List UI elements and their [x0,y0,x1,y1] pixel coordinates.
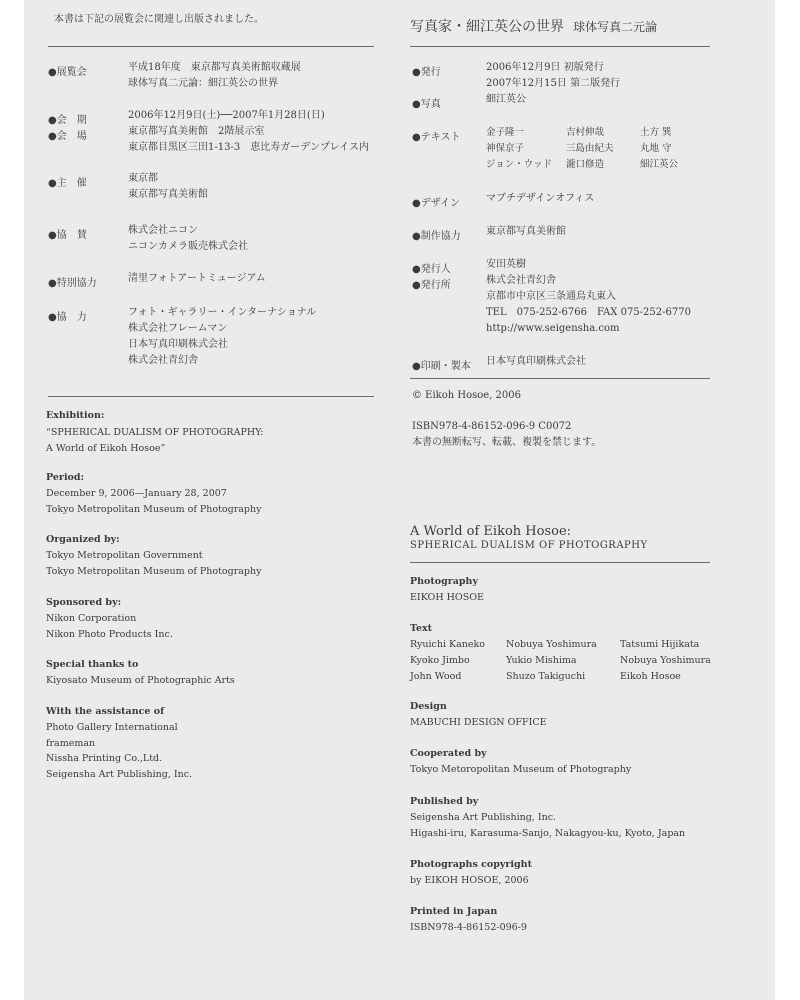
value-publication: 2006年12月9日 初版発行 2007年12月15日 第二版発行 [486,62,621,89]
label-design: ●デザイン [412,198,461,209]
book-title-sub: 球体写真二元論 [573,20,658,34]
en-copyright-heading: Photographs copyright [410,859,532,870]
en-published-value: Seigensha Art Publishing, Inc. Higashi-iru, Karasuma-Sanjo, Nakagyou-ku, Kyoto, Japan [410,812,686,839]
value-organizer: 東京都 東京都写真美術館 [128,173,208,200]
value-sponsor: 株式会社ニコン ニコンカメラ販売株式会社 [128,225,248,252]
value-photo: 細江英公 [486,94,526,105]
value-exhibition: 平成18年度 東京都写真美術館収蔵展 球体写真二元論：細江英公の世界 [128,62,301,89]
en-coop-value: Tokyo Metoropolitan Museum of Photography [410,764,632,775]
value-coop: 東京都写真美術館 [486,226,566,237]
value-special-thanks: 清里フォトアートミュージアム [128,273,266,284]
en-copyright-value: by EIKOH HOSOE, 2006 [410,875,529,886]
en-printed-value: ISBN978-4-86152-096-9 [410,922,527,933]
reproduction-notice: 本書の無断転写、転載、複製を禁じます。 [412,437,602,448]
en-published-heading: Published by [410,796,479,807]
en-photography-heading: Photography [410,576,478,587]
label-period: ●会 期 [48,115,87,126]
en-sponsored-heading: Sponsored by: [46,597,122,608]
en-photography-value: EIKOH HOSOE [410,592,484,603]
value-venue: 東京都写真美術館 2階展示室 東京都目黒区三田1-13-3 恵比寿ガーデンプレイス内 [128,126,370,153]
left-top-rule [48,46,374,47]
book-title-main: 写真家・細江英公の世界 [410,19,564,35]
label-printing: ●印刷・製本 [412,361,471,372]
colophon-page: 本書は下記の展覧会に関連し出版されました。 ●展覧会 平成18年度 東京都写真美術館収蔵展 球体写真二元論：細江英公の世界 ●会 期 2006年12月9日(土)──2007年1月28日(日) ●会 場 東京都写真美術館 2階展示室 東京都目黒区三田1-13-3 恵比寿ガーデンプレイス内 ●主 催 東京都 東京都写真美術館 ●協 賛 株式会社ニコン ニコンカメラ販売株式会社 ●特別協力 清里フォトアートミュージアム ●協 力 フォト・ギャラリー・インターナショナル 株式会社フレームマン 日本写真印刷株式会社 株式会社青幻舎 Exhibition: “SPHERICAL DUALISM OF PHOTOGRAPHY: A World of Eikoh Hosoe” Period: December 9, 2006—January 28, 2007 Tokyo Metropolitan Museum of Photography Organized by: Tokyo Metropolitan Government Tokyo Metropolitan Museum of Photography Sponsored by: Nikon Corporation Nikon Photo Products Inc. Special thanks to Kiyosato Museum of Photographic Arts With the assistance of Photo Gallery International frameman Nissha Printing Co.,Ltd. Seigensha Art Publishing, Inc. 写真家・細江英公の世界 球体写真二元論 ●発行 2006年12月9日 初版発行 2007年12月15日 第二版発行 ●写真 細江英公 ●テキスト 金子隆一 吉村伸哉 土方 巽 神保京子 三島由紀夫 丸地 守 ジョン・ウッド 瀧口修造 細江英公 ●デザイン マブチデザインオフィス ●制作協力 東京都写真美術館 ●発行人 安田英樹 ●発行所 株式会社青幻舎 京都市中京区三条通烏丸東入 TEL 075-252-6766 FAX 075-252-6770 http://www.seigensha.com ●印刷・製本 日本写真印刷株式会社 © Eikoh Hosoe, 2006 ISBN978-4-86152-096-9 C0072 本書の無断転写、転載、複製を禁じます。 A World of Eikoh Hosoe: SPHERICAL DUALISM OF PHOTOGRAPHY Photography EIKOH HOSOE Text Ryuichi Kaneko Nobuya Yoshimura Tatsumi Hijikata Kyoko Jimbo Yukio Mishima Nobuya Yoshimura John Wood Shuzo Takiguchi Eikoh Hosoe Design MABUCHI DESIGN OFFICE Cooperated by Tokyo Metoropolitan Museum of Photography Published by Seigensha Art Publishing, Inc. Higashi-iru, Karasuma-Sanjo, Nakagyou-ku, Kyoto, Japan Photographs copyright by EIKOH HOSOE, 2006 Printed in Japan ISBN978-4-86152-096-9 [24,0,775,1000]
label-venue: ●会 場 [48,131,87,142]
book-subtitle-en: SPHERICAL DUALISM OF PHOTOGRAPHY [410,540,648,551]
left-header: 本書は下記の展覧会に関連し出版されました。 [54,14,264,25]
left-mid-rule [48,396,374,397]
label-publishing-house: ●発行所 [412,280,451,291]
book-title-en: A World of Eikoh Hosoe: [410,524,572,539]
en-text-heading: Text [410,623,433,634]
label-sponsor: ●協 賛 [48,230,87,241]
label-organizer: ●主 催 [48,178,87,189]
right-top-rule [410,46,710,47]
en-exhibition-heading: Exhibition: [46,410,105,421]
value-printing: 日本写真印刷株式会社 [486,356,586,367]
label-text: ●テキスト [412,132,461,143]
label-exhibition: ●展覧会 [48,67,87,78]
en-design-heading: Design [410,701,447,712]
value-cooperation: フォト・ギャラリー・インターナショナル 株式会社フレームマン 日本写真印刷株式会社 株式会社青幻舎 [128,307,317,366]
right-en-rule [410,562,710,563]
en-assistance-value: Photo Gallery International frameman Nissha Printing Co.,Ltd. Seigensha Art Publishing, Inc. [46,722,193,780]
right-mid-rule [410,378,710,379]
label-coop: ●制作協力 [412,231,461,242]
en-thanks-heading: Special thanks to [46,659,139,670]
value-publisher: 安田英樹 [486,259,526,270]
en-organized-value: Tokyo Metropolitan Government Tokyo Metropolitan Museum of Photography [46,550,262,577]
copyright-jp: © Eikoh Hosoe, 2006 [412,390,521,401]
en-period-heading: Period: [46,472,85,483]
en-coop-heading: Cooperated by [410,748,487,759]
label-cooperation: ●協 力 [48,312,87,323]
label-special-thanks: ●特別協力 [48,278,97,289]
value-period: 2006年12月9日(土)──2007年1月28日(日) [128,110,325,121]
en-period-value: December 9, 2006—January 28, 2007 Tokyo Metropolitan Museum of Photography [46,488,262,515]
en-exhibition-value: “SPHERICAL DUALISM OF PHOTOGRAPHY: A World of Eikoh Hosoe” [46,427,264,454]
en-printed-heading: Printed in Japan [410,906,498,917]
en-organized-heading: Organized by: [46,534,120,545]
en-assistance-heading: With the assistance of [46,706,165,717]
value-design: マブチデザインオフィス [486,193,595,204]
book-title-jp [410,16,657,36]
label-publication: ●発行 [412,67,441,78]
en-design-value: MABUCHI DESIGN OFFICE [410,717,547,728]
value-publishing-house: 株式会社青幻舎 京都市中京区三条通烏丸東入 TEL 075-252-6766 FAX 075-252-6770 http://www.seigensha.com [486,275,691,334]
label-photo: ●写真 [412,99,441,110]
en-thanks-value: Kiyosato Museum of Photographic Arts [46,675,235,686]
label-publisher: ●発行人 [412,264,451,275]
en-sponsored-value: Nikon Corporation Nikon Photo Products Inc. [46,613,173,640]
isbn-jp: ISBN978-4-86152-096-9 C0072 [412,421,572,432]
